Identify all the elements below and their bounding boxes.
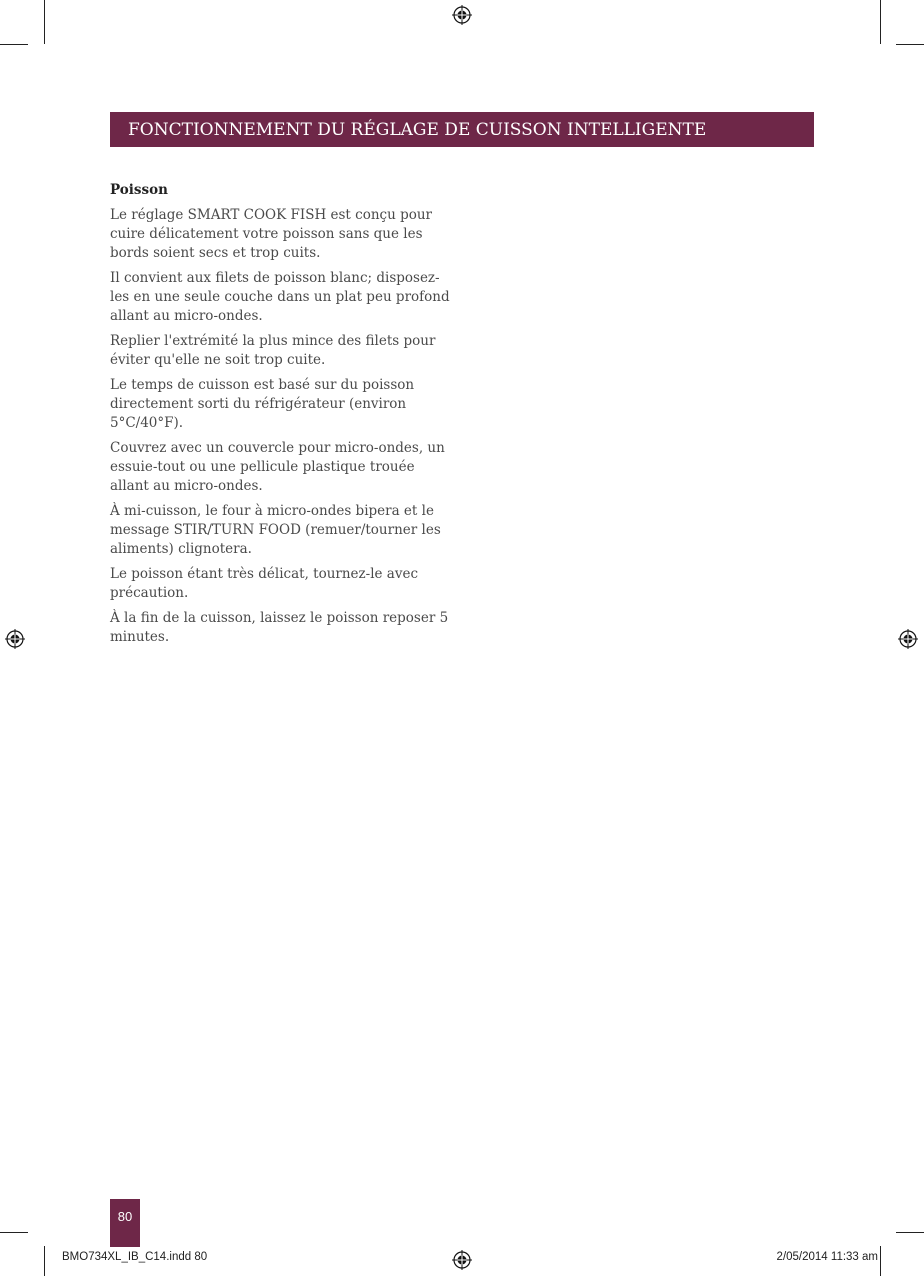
section-header-bar [110,112,814,147]
paragraph: À mi-cuisson, le four à micro-ondes bipera et le message STIR/TURN FOOD (remuer/tourner les aliments) clignotera. [110,503,441,557]
paragraph: Replier l'extrémité la plus mince des filets pour éviter qu'elle ne soit trop cuite. [110,333,436,368]
paragraph: Il convient aux filets de poisson blanc; disposez-les en une seule couche dans un plat peu profond allant au micro-ondes. [110,270,450,324]
crop-mark [44,0,45,44]
crop-mark [896,1232,924,1233]
main-content [110,180,455,653]
registration-mark-icon [5,629,25,649]
crop-mark [880,0,881,44]
registration-mark-icon [898,629,918,649]
print-timestamp: 2/05/2014 11:33 am [776,1251,878,1263]
paragraph: À la fin de la cuisson, laissez le poisson reposer 5 minutes. [110,610,449,645]
crop-mark [0,1232,28,1233]
paragraph: Le poisson étant très délicat, tournez-le avec précaution. [110,566,419,601]
registration-mark-icon [452,1250,472,1270]
crop-mark [44,1246,45,1276]
section-title: FONCTIONNEMENT DU RÉGLAGE DE CUISSON INTELLIGENTE [128,119,707,140]
crop-mark [896,44,924,45]
subheading: Poisson [110,182,168,198]
paragraph: Le temps de cuisson est basé sur du poisson directement sorti du réfrigérateur (environ 5°C/40°F). [110,377,415,431]
file-slug: BMO734XL_IB_C14.indd 80 [62,1251,208,1263]
paragraph: Le réglage SMART COOK FISH est conçu pour cuire délicatement votre poisson sans que les bords soient secs et trop cuits. [110,207,432,261]
page-number-tab [110,1199,140,1247]
page-number: 80 [117,1209,133,1224]
crop-mark [880,1246,881,1276]
registration-mark-icon [452,5,472,25]
crop-mark [0,44,28,45]
paragraph: Couvrez avec un couvercle pour micro-ondes, un essuie-tout ou une pellicule plastique trouée allant au micro-ondes. [110,440,445,494]
